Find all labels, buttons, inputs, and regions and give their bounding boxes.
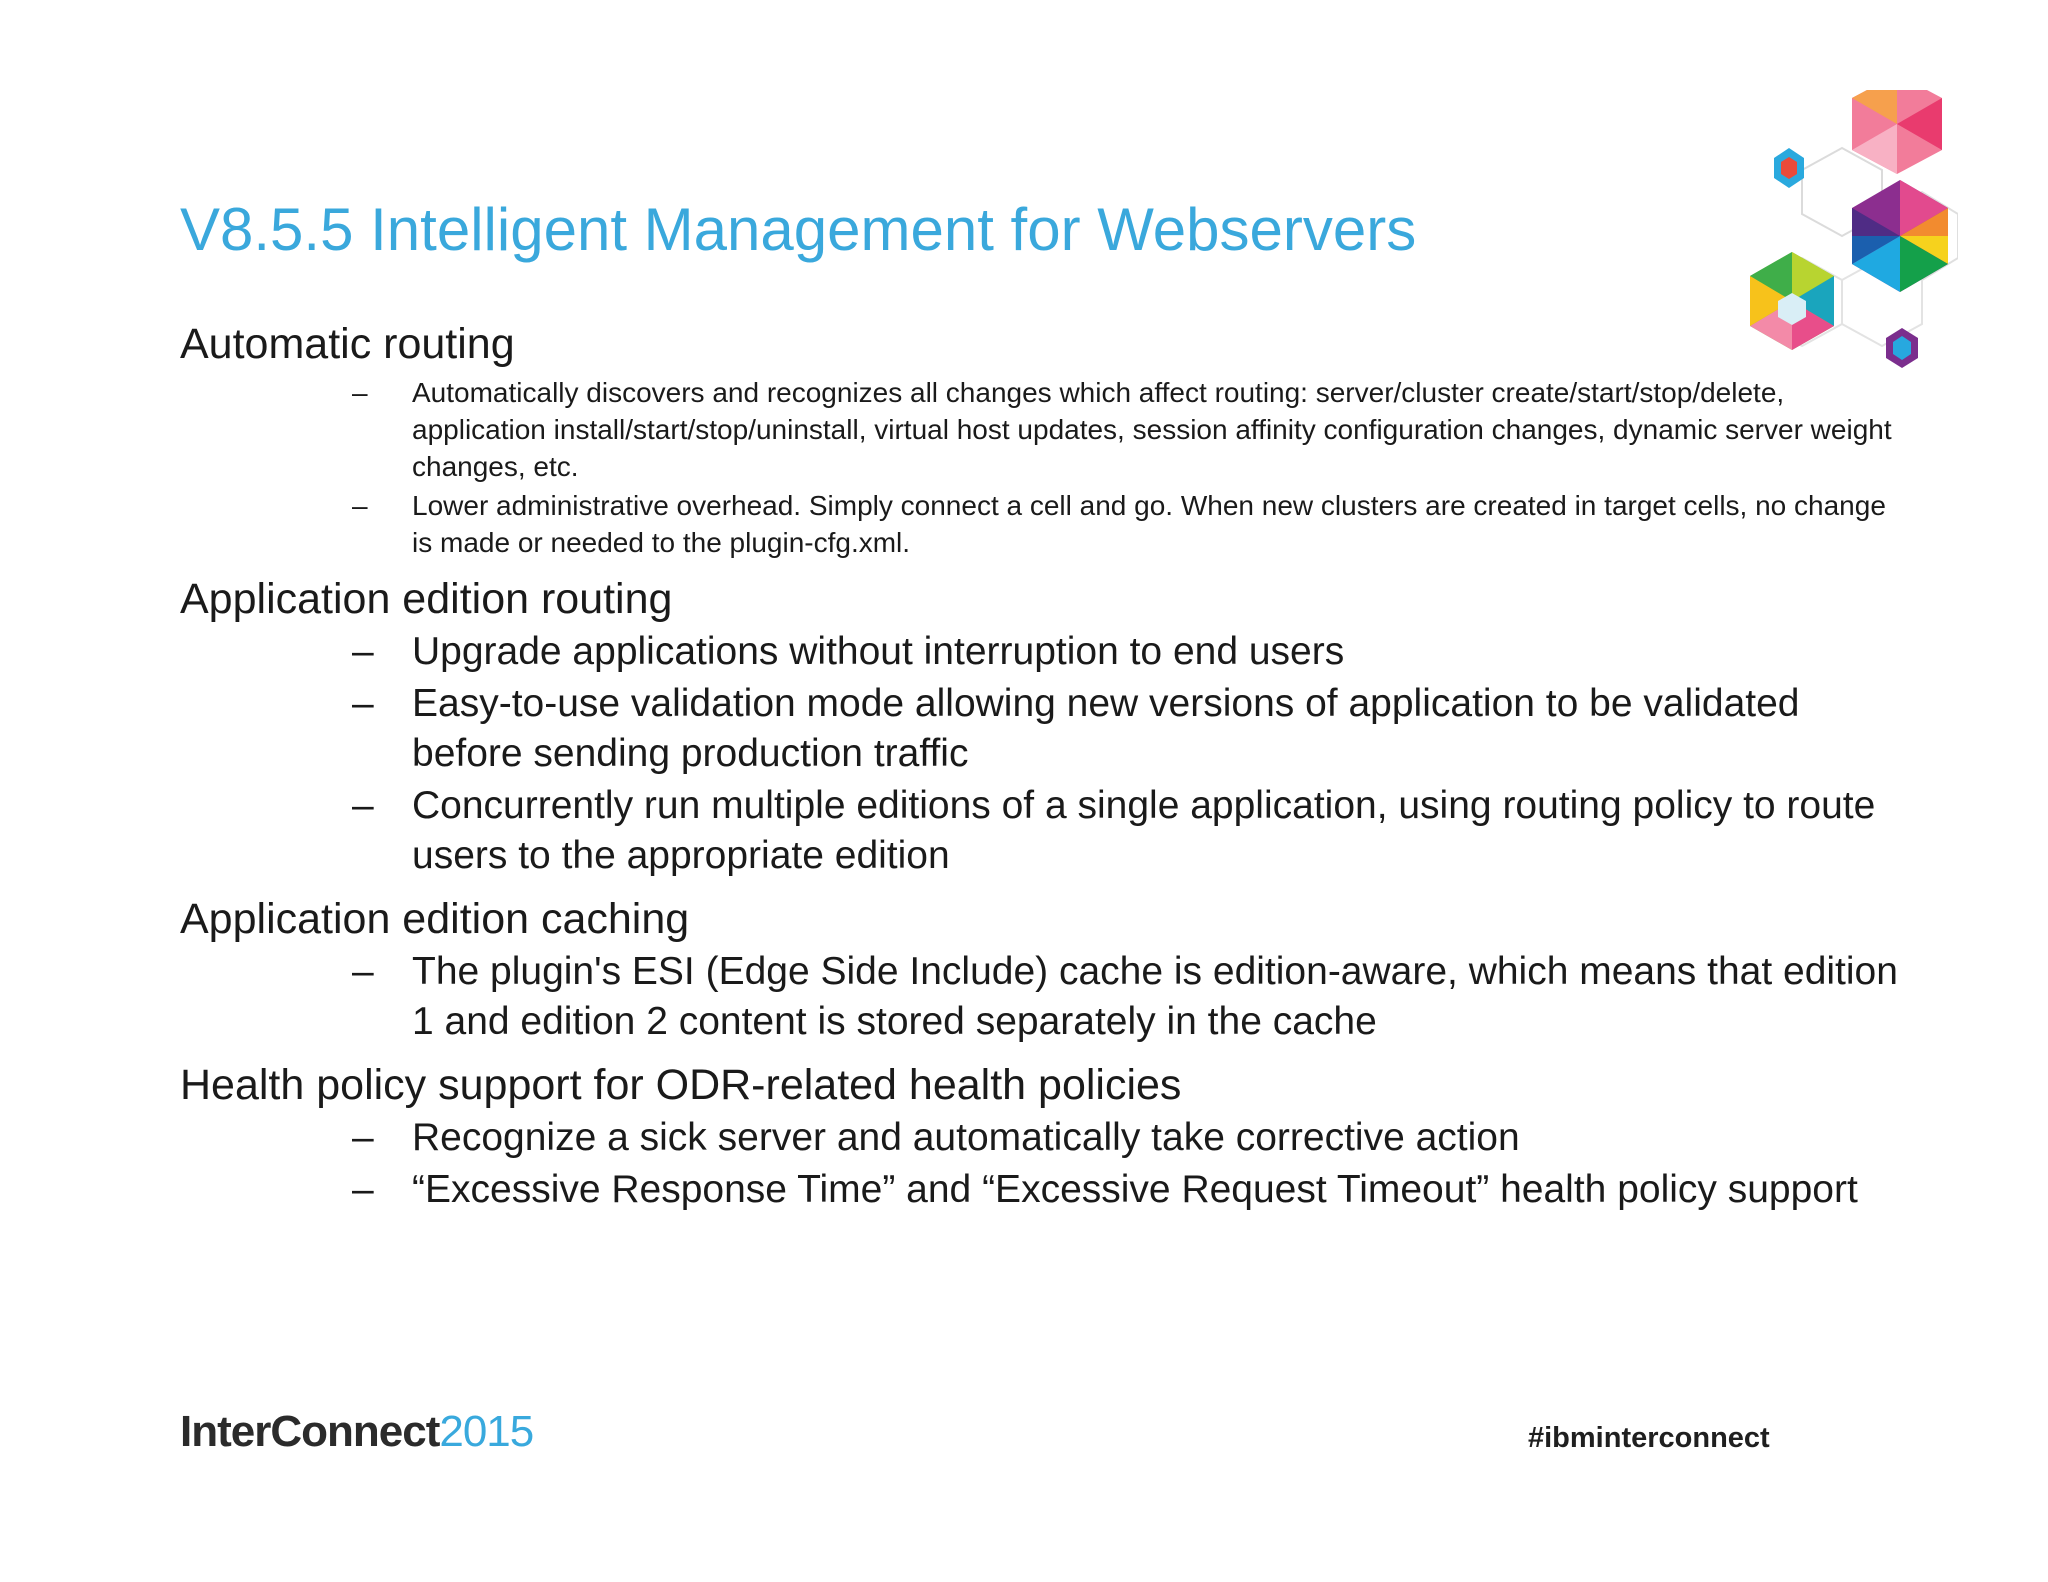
logo-year: 2015 — [439, 1407, 534, 1456]
bullet-text: Upgrade applications without interruption to end users — [412, 630, 1345, 673]
bullet-item — [180, 374, 1900, 485]
bullet-text: “Excessive Response Time” and “Excessive Request Timeout” health policy support — [412, 1168, 1858, 1211]
bullet-text: Concurrently run multiple editions of a single application, using routing policy to route users to the appropriate edition — [412, 784, 1876, 877]
bullet-item — [180, 627, 1900, 677]
slide-content — [180, 318, 1900, 1215]
bullet-dash: – — [352, 682, 374, 725]
bullet-dash: – — [352, 490, 368, 521]
bullet-list — [180, 627, 1900, 881]
bullet-item — [180, 947, 1900, 1047]
section-heading: Health policy support for ODR-related health policies — [180, 1061, 1182, 1109]
bullet-item — [180, 1165, 1900, 1215]
bullet-text: Lower administrative overhead. Simply connect a cell and go. When new clusters are created in target cells, no change is made or needed to the plugin-cfg.xml. — [412, 490, 1886, 558]
section-health-policy-support — [180, 1059, 1900, 1215]
hashtag: #ibminterconnect — [1528, 1422, 1770, 1454]
logo-brand: InterConnect — [180, 1407, 440, 1456]
section-automatic-routing — [180, 318, 1900, 561]
bullet-list — [180, 374, 1900, 561]
bullet-item — [180, 1113, 1900, 1163]
bullet-item — [180, 679, 1900, 779]
bullet-text: Automatically discovers and recognizes all changes which affect routing: server/cluster create/start/stop/delete, application install/start/stop/uninstall, virtual host updates, session affinity configuration changes, dynamic server weight changes, etc. — [412, 377, 1892, 482]
section-application-edition-caching — [180, 893, 1900, 1047]
bullet-dash: – — [352, 377, 368, 408]
bullet-dash: – — [352, 630, 374, 673]
section-application-edition-routing — [180, 573, 1900, 881]
slide-title: V8.5.5 Intelligent Management for Webservers — [180, 196, 1417, 263]
bullet-list — [180, 1113, 1900, 1215]
interconnect-logo — [180, 1404, 533, 1460]
section-heading: Automatic routing — [180, 320, 515, 368]
bullet-text: The plugin's ESI (Edge Side Include) cache is edition-aware, which means that edition 1 and edition 2 content is stored separately in the cache — [412, 950, 1898, 1043]
bullet-text: Easy-to-use validation mode allowing new versions of application to be validated before sending production traffic — [412, 682, 1800, 775]
bullet-text: Recognize a sick server and automatically take corrective action — [412, 1116, 1520, 1159]
bullet-dash: – — [352, 784, 374, 827]
section-heading: Application edition routing — [180, 575, 673, 623]
bullet-item — [180, 487, 1900, 561]
bullet-item — [180, 781, 1900, 881]
bullet-dash: – — [352, 1116, 374, 1159]
section-heading: Application edition caching — [180, 895, 690, 943]
bullet-list — [180, 947, 1900, 1047]
bullet-dash: – — [352, 1168, 374, 1211]
bullet-dash: – — [352, 950, 374, 993]
